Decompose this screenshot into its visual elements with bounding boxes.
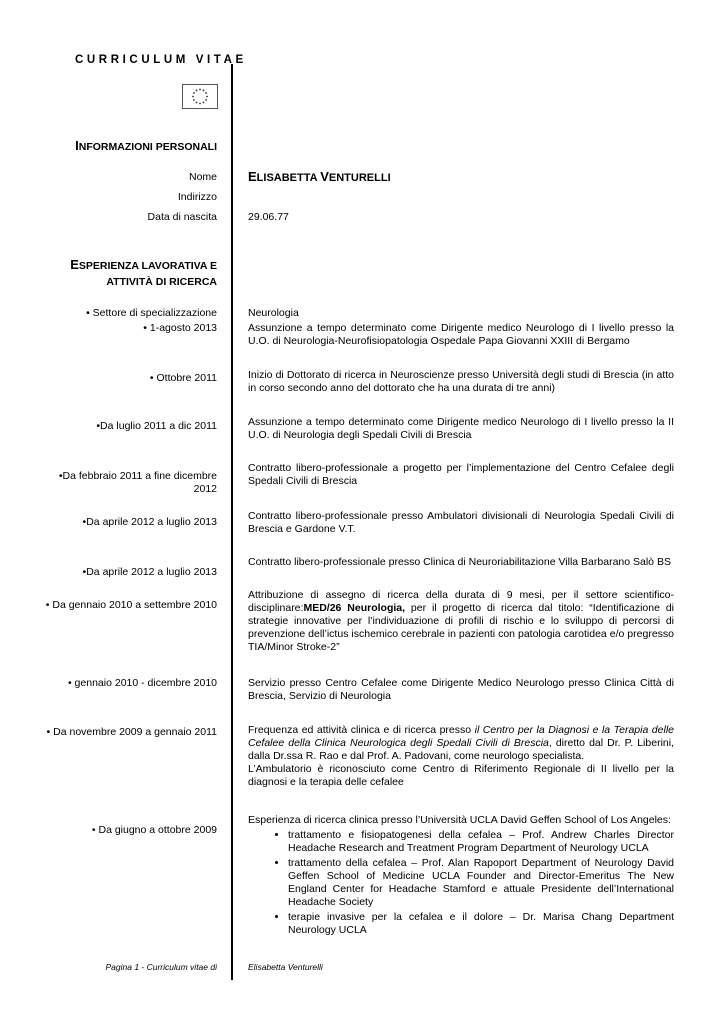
entry-text: Inizio di Dottorato di ricerca in Neuroscienze presso Università degli studi di Brescia (in atto in corso secondo anno del dottorato che ha una durata di tre anni) [248,369,674,394]
entry-label: • Da novembre 2009 a gennaio 2011 [46,726,217,738]
entry-text: Contratto libero-professionale presso Clinica di Neuroriabilitazione Villa Barbarano Salò BS [248,556,671,568]
entry-text: Esperienza di ricerca clinica presso l’Università UCLA David Geffen School of Los Angeles: • trattamento e fisiopatogenesi della cefalea – Prof. Andrew Charles Director Headache Research and Treatment Program Department of Neurology UCLA • trattamento della cefalea – Prof. Alan Rapoport Department of Neurology David Geffen School of Medicine UCLA Founder and Director-Emeritus The New England Center for Headache Stamford e attuale Presidente dell’International Headache Society • terapie invasive per la cefalea e il dolore – Dr. Marisa Chang Department Neurology UCLA [248,814,674,939]
flag-star [206,96,208,98]
footer-left: Pagina 1 - Curriculum vitae di [105,962,217,972]
bullet-list [248,829,674,937]
list-item: • trattamento della cefalea – Prof. Alan Rapoport Department of Neurology David Geffen School of Medicine UCLA Founder and Director-Emeritus The New England Center for Headache Stamford e attuale Presidente dell’International Headache Society [288,857,674,909]
entry-label: • Ottobre 2011 [149,372,217,384]
flag-star [205,92,207,94]
footer-right: Elisabetta Venturelli [248,962,323,972]
entry-text: Assunzione a tempo determinato come Dirigente medico Neurologo di I livello presso la II U.O. di Neurologia degli Spedali Civili di Brescia [248,416,674,441]
flag-star [203,90,205,92]
full-name: ELISABETTA VENTURELLI [248,169,391,184]
dob-value: 29.06.77 [248,211,289,223]
entry-label: • Settore di specializzazione [86,307,217,319]
section-heading-personal: INFORMAZIONI PERSONALI [75,138,217,153]
address-label: Indirizzo [177,191,217,203]
flag-star [199,103,201,105]
entry-label: •Da febbraio 2011 a fine dicembre 2012 [58,470,217,495]
flag-star [205,99,207,101]
flag-star [193,99,195,101]
flag-star [203,102,205,104]
entry-label: •Da aprile 2012 a luglio 2013 [82,516,217,528]
entry-label: •Da aprile 2012 a luglio 2013 [82,566,217,578]
entry-text: Servizio presso Centro Cefalee come Dirigente Medico Neurologo presso Clinica Città di Brescia, Servizio di Neurologia [248,677,674,702]
cv-title: CURRICULUM VITAE [75,54,247,66]
entry-label: • Da giugno a ottobre 2009 [91,824,217,836]
eu-flag-icon [182,84,218,109]
flag-star [192,96,194,98]
name-label: Nome [188,171,217,183]
entry-text: Contratto libero-professionale a progetto per l’implementazione del Centro Cefalee degli Spedali Civili di Brescia [248,462,674,487]
column-divider [231,64,233,980]
flag-star [193,92,195,94]
entry-text: Frequenza ed attività clinica e di ricerca presso il Centro per la Diagnosi e la Terapia delle Cefalee della Clinica Neurologica degli Spedali Civili di Brescia, diretto dal Dr. P. Liberini, dalla Dr.ssa R. Rao e dal Prof. A. Padovani, come neurologo specialista. L’Ambulatorio è riconosciuto come Centro di Riferimento Regionale di II livello per la diagnosi e la terapia delle cefalee [248,724,674,788]
list-item: • trattamento e fisiopatogenesi della cefalea – Prof. Andrew Charles Director Headache Research and Treatment Program Department of Neurology UCLA [288,829,674,855]
flag-star [196,102,198,104]
entry-text: Assunzione a tempo determinato come Dirigente medico Neurologo di I livello presso la U.O. di Neurologia-Neurofisiopatologia Ospedale Papa Giovanni XXIII di Bergamo [248,322,674,347]
flag-star [196,90,198,92]
section-heading-experience: ESPERIENZA LAVORATIVA E ATTIVITÀ DI RICERCA [70,257,217,288]
list-item: • terapie invasive per la cefalea e il dolore – Dr. Marisa Chang Department Neurology UCLA [288,911,674,937]
flag-star [199,89,201,91]
entry-text: Contratto libero-professionale presso Ambulatori divisionali di Neurologia Spedali Civili di Brescia e Gardone V.T. [248,510,674,535]
entry-label: •Da luglio 2011 a dic 2011 [96,420,217,432]
entry-text: Neurologia [248,307,299,319]
entry-label: • gennaio 2010 - dicembre 2010 [67,677,217,689]
entry-label: • Da gennaio 2010 a settembre 2010 [45,599,217,611]
dob-label: Data di nascita [147,211,217,223]
entry-label: • 1-agosto 2013 [143,322,217,334]
entry-text: Attribuzione di assegno di ricerca della durata di 9 mesi, per il settore scientifico-disciplinare:MED/26 Neurologia, per il progetto di ricerca dal titolo: “Identificazione di strategie innovative per l’individuazione di profili di rischio e lo sviluppo di percorsi di prevenzione dell’ictus ischemico cerebrale in pazienti con patologia carotidea e/o pregresso TIA/Minor Stroke-2” [248,589,674,653]
